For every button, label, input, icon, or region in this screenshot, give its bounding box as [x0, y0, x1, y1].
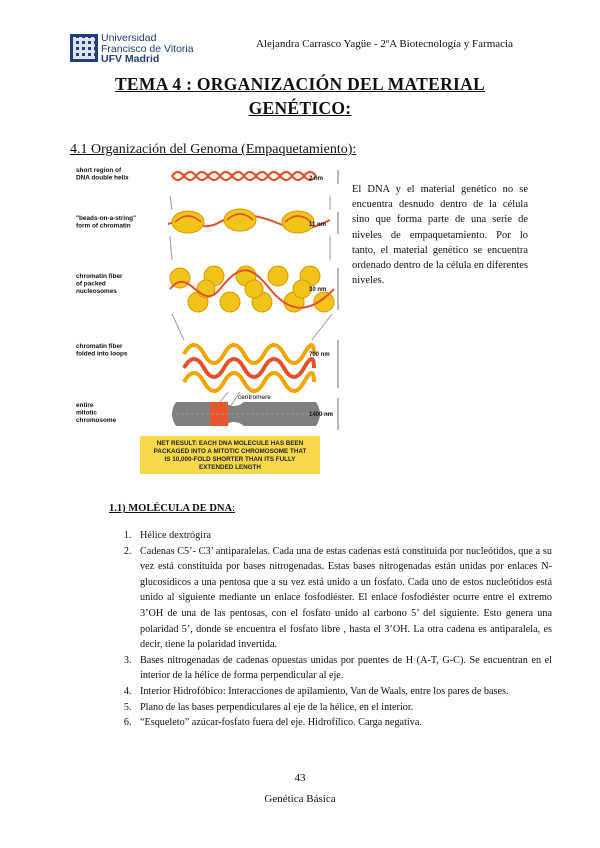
list-item: 2. Cadenas C5’- C3’ antiparalelas. Cada una de estas cadenas está constituida por nucleótidos, que a su vez está constituida por bases nitrogenadas. Estas bases nitrogenadas están unidas por enlaces N-glucosídicos a una pentosa que a su vez está unido a un fosfato. Cada uno de estos nucleótidos está unido al siguiente mediante un enlace fosfodiéster. El enlace fosfodiéster ocurre entre el extremo 3’OH de una de las pentosas, con el fosfato unido al carbono 5’ del siguiente. Esto genera una polaridad 5’, donde se encuentra el fosfato libre , hasta el 3’OH. La otra cadena es antiparalela, es decir, tiene la polaridad invertida. — [134, 544, 552, 653]
footer-title: Genética Básica — [264, 793, 336, 805]
logo-line: UFV Madrid — [101, 53, 160, 65]
beads-on-string — [168, 209, 330, 233]
net-result-line: PACKAGED INTO A MITOTIC CHROMOSOME THAT — [153, 448, 307, 455]
chromatin-loops — [184, 345, 314, 391]
title-line: TEMA 4 : ORGANIZACIÓN DEL MATERIAL — [114, 74, 486, 94]
net-result-line: EXTENDED LENGTH — [199, 464, 261, 471]
logo-line: Francisco de Vitoria — [101, 42, 194, 55]
scale-label: 30 nm — [309, 287, 327, 293]
figure-label: short region of DNA double helix — [76, 167, 129, 182]
subsection-label: 1.1) MOLÉCULA DE DNA — [109, 503, 233, 514]
logo-line: Universidad — [101, 32, 157, 44]
page-title — [70, 72, 530, 120]
figure-label: entire mitotic chromosome — [76, 402, 117, 424]
net-result-line: IS 10,000-FOLD SHORTER THAN ITS FULLY — [164, 456, 296, 463]
header-author: Alejandra Carrasco Yagüe - 2ºA Biotecnología y Farmacia — [256, 38, 513, 50]
list-item: 4. Interior Hidrofóbico: Interacciones de apilamiento, Van de Waals, entre los pares de bases. — [134, 684, 552, 700]
side-paragraph: El DNA y el material genético no se encuentra desnudo dentro de la célula sino que forma parte de una serie de niveles de empaquetamiento. Por lo tanto, el material genético se encuentra ordenado dentro de la célula en diferentes niveles. — [352, 184, 528, 287]
scale-label: 2 nm — [309, 176, 324, 182]
scale-label: 700 nm — [309, 352, 330, 358]
figure-label: chromatin fiber of packed nucleosomes — [76, 273, 123, 295]
figure-label: chromatin fiber folded into loops — [76, 343, 128, 358]
dna-properties-list — [112, 528, 552, 731]
centromere-label: centromere — [238, 394, 271, 401]
list-item: 1. Hélice dextrógira — [134, 528, 552, 544]
section-heading: 4.1 Organización del Genoma (Empaquetamiento): — [70, 142, 357, 157]
scale-label: 11 nm — [309, 222, 327, 228]
university-logo-text — [101, 33, 194, 65]
list-item: 3. Bases nitrogenadas de cadenas opuestas unidas por puentes de H (A-T, G-C). Se encuentran en el interior de la hélice de forma perpendicular al eje. — [134, 653, 552, 684]
subsection-heading — [109, 503, 235, 514]
list-item: 6. “Esqueleto” azúcar-fosfato fuera del eje. Hidrofílico. Carga negativa. — [134, 715, 552, 731]
mitotic-chromosome — [172, 402, 332, 426]
scale-label: 1400 nm — [309, 412, 334, 418]
subsection-suffix: : — [232, 503, 236, 514]
chromatin-packaging-figure — [76, 164, 350, 474]
title-line: GENÉTICO: — [248, 98, 352, 118]
net-result-line: NET RESULT: EACH DNA MOLECULE HAS BEEN — [156, 440, 304, 447]
list-item: 5. Plano de las bases perpendiculares al eje de la hélice, en el interior. — [134, 700, 552, 716]
page-number: 43 — [294, 772, 306, 784]
university-logo-icon — [70, 34, 98, 62]
figure-label: "beads-on-a-string" form of chromatin — [76, 215, 137, 230]
dna-double-helix — [172, 172, 316, 180]
